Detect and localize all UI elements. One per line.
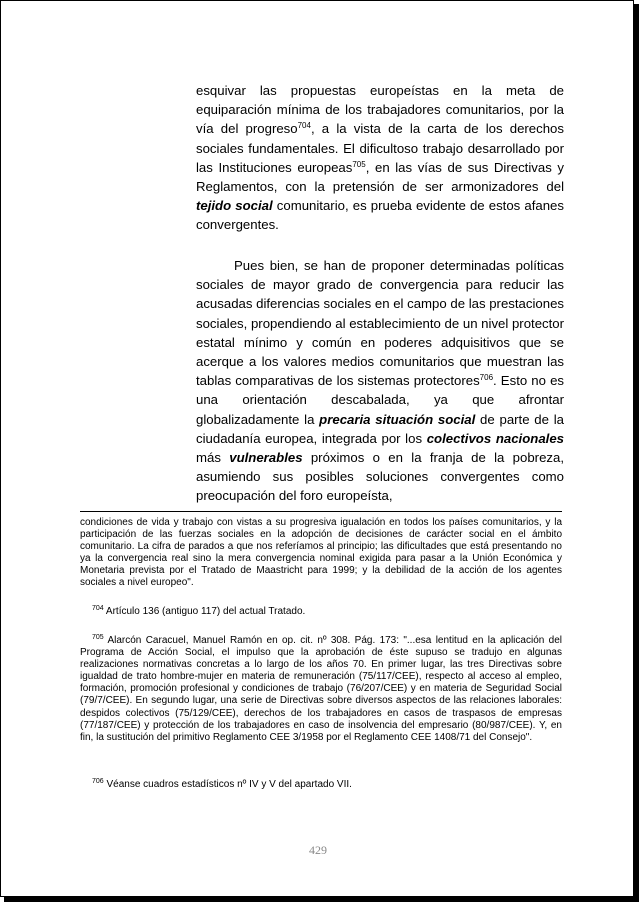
- page-number: 429: [309, 843, 327, 857]
- emphasis-text: vulnerables: [229, 450, 303, 466]
- footnote-text: Artículo 136 (antiguo 117) del actual Tratado.: [103, 606, 306, 617]
- footnote-ref-704[interactable]: 704: [297, 121, 311, 131]
- footnote-705: [80, 635, 562, 744]
- body-paragraph-2: [196, 256, 564, 506]
- paragraph-text: , a la vista de la carta de los derechos sociales fundamentales. El dificultoso trabajo desarrollado por las Instituciones europeas: [196, 121, 564, 175]
- footnote-704: [80, 606, 562, 618]
- paragraph-text: , en las vías de sus Directivas y Reglamentos, con la pretensión de ser armonizadores del: [196, 159, 564, 195]
- footnote-number: 704: [92, 605, 104, 612]
- page-shadow-bottom: [4, 897, 639, 902]
- footnote-ref-706[interactable]: 706: [479, 373, 494, 383]
- paragraph-text: . Esto no es una orientación descabalada, ya que afrontar globalizadamente la: [196, 373, 564, 427]
- emphasis-text: colectivos nacionales: [426, 430, 564, 446]
- footnote-706: [80, 779, 562, 791]
- emphasis-text: tejido social: [196, 198, 273, 214]
- footnote-separator: [80, 511, 562, 512]
- paragraph-text: esquivar las propuestas europeístas en la meta de equiparación mínima de los trabajadores comunitarios, por la vía del progreso: [196, 83, 564, 137]
- body-paragraph-1: [196, 81, 564, 235]
- page-shadow-right: [634, 4, 639, 901]
- emphasis-text: precaria situación social: [319, 411, 476, 427]
- paragraph-text: más: [196, 450, 230, 466]
- footnote-number: 705: [92, 634, 104, 641]
- paragraph-text: Pues bien, se han de proponer determinadas políticas sociales de mayor grado de convergencia para reducir las acusadas diferencias sociales en el campo de las prestaciones sociales, propendiendo al establecimiento de un nivel protector estatal mínimo y común en poderes adquisitivos que se acerque a los valores medios comunitarios que muestran las tablas comparativas de los sistemas protectores: [196, 258, 565, 389]
- footnote-continuation: condiciones de vida y trabajo con vistas a su progresiva igualación en todos los países comunitarios, y la participación de las fuerzas sociales en la adopción de decisiones de carácter social en el ámbito comunitario. La cifra de parados a que nos referíamos al principio; las dificultades que está presentando no ya la convergencia real sino la mera convergencia nominal exigida para pasar a la Unión Económica y Monetaria prevista por el Tratado de Maastricht para 1999; y la debilidad de la acción de los agentes sociales a nivel europeo".: [80, 517, 562, 589]
- paragraph-text: próximos o en la franja de la pobreza, asumiendo sus posibles soluciones convergentes como preocupación del foro europeísta,: [196, 450, 565, 504]
- paragraph-text: de parte de la ciudadanía europea, integrada por los: [196, 411, 564, 446]
- footnote-number: 706: [92, 778, 104, 785]
- footnote-ref-705[interactable]: 705: [352, 159, 366, 169]
- footnote-text: Véanse cuadros estadísticos nº IV y V del apartado VII.: [103, 779, 352, 790]
- footnote-text: Alarcón Caracuel, Manuel Ramón en op. cit. nº 308. Pág. 173: "...esa lentitud en la aplicación del Programa de Acción Social, el impulso que la aprobación de éste supuso se tradujo en algunas realizaciones normativas concretas a lo largo de los años 70. En primer lugar, las tres Directivas sobre igualdad de trato hombre-mujer en materia de remuneración (75/117/CEE), respecto al acceso al empleo, formación, promoción profesional y condiciones de trabajo (76/207/CEE) y en materia de Seguridad Social (79/7/CEE). En segundo lugar, una serie de Directivas sobre diversos aspectos de las relaciones laborales: despidos colectivos (75/129/CEE), derechos de los trabajadores en casos de traspasos de empresas (77/187/CEE) y protección de los trabajadores en caso de insolvencia del empresario (80/987/CEE). Y, en fin, la sustitución del primitivo Reglamento CEE 3/1958 por el Reglamento CEE 1408/71 del Consejo".: [80, 635, 562, 743]
- paragraph-text: comunitario, es prueba evidente de estos afanes convergentes.: [196, 198, 564, 233]
